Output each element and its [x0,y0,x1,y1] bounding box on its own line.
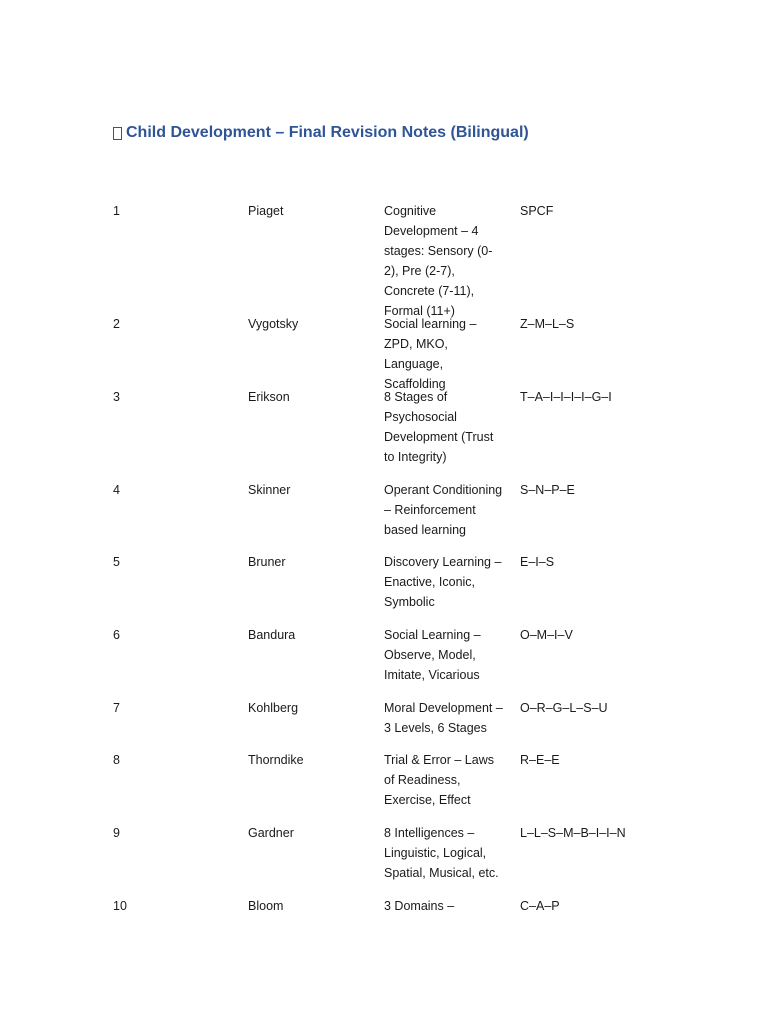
row-number: 5 [113,555,120,569]
mnemonic-code: SPCF [520,204,554,218]
row-number: 1 [113,204,120,218]
theorist-name: Vygotsky [248,317,299,331]
mnemonic-code: Z–M–L–S [520,317,575,331]
row-number: 6 [113,628,120,642]
theory-description: Operant Conditioning – Reinforcement based learning [384,483,503,537]
theory-description: 3 Domains – [384,899,455,913]
row-number: 2 [113,317,120,331]
theorist-name: Bandura [248,628,296,642]
table-row [113,200,640,321]
theory-description: Trial & Error – Laws of Readiness, Exercise, Effect [384,753,494,807]
row-number: 7 [113,701,120,715]
mnemonic-code: S–N–P–E [520,483,575,497]
theory-description: Social learning – ZPD, MKO, Language, Scaffolding [384,317,477,391]
table-row [113,697,640,738]
mnemonic-code: O–M–I–V [520,628,573,642]
document-icon [113,127,122,140]
theory-description: Moral Development – 3 Levels, 6 Stages [384,701,503,735]
theorist-name: Skinner [248,483,291,497]
theorist-name: Bruner [248,555,286,569]
page-title-text: Child Development – Final Revision Notes (Bilingual) [126,124,529,141]
table-row [113,313,640,394]
theory-description: Cognitive Development – 4 stages: Sensory (0-2), Pre (2-7), Concrete (7-11), Formal (11+) [384,204,493,318]
table-row [113,822,640,883]
theorist-name: Erikson [248,390,290,404]
theory-description: 8 Intelligences – Linguistic, Logical, Spatial, Musical, etc. [384,826,499,880]
mnemonic-code: R–E–E [520,753,560,767]
table-row [113,386,640,467]
table-row [113,551,640,612]
theory-description: 8 Stages of Psychosocial Development (Trust to Integrity) [384,390,494,464]
theorist-name: Piaget [248,204,284,218]
table-row [113,624,640,685]
row-number: 3 [113,390,120,404]
page-title [113,124,529,142]
table-row [113,479,640,540]
mnemonic-code: O–R–G–L–S–U [520,701,608,715]
table-row [113,749,640,810]
mnemonic-code: L–L–S–M–B–I–I–N [520,826,626,840]
row-number: 8 [113,753,120,767]
table-row [113,895,640,916]
mnemonic-code: C–A–P [520,899,560,913]
mnemonic-code: E–I–S [520,555,555,569]
row-number: 4 [113,483,120,497]
mnemonic-code: T–A–I–I–I–I–G–I [520,390,612,404]
row-number: 9 [113,826,120,840]
theory-description: Social Learning – Observe, Model, Imitate, Vicarious [384,628,481,682]
theorist-name: Gardner [248,826,294,840]
theorist-name: Kohlberg [248,701,299,715]
theory-description: Discovery Learning – Enactive, Iconic, Symbolic [384,555,502,609]
row-number: 10 [113,899,127,913]
theorist-name: Thorndike [248,753,304,767]
theorist-name: Bloom [248,899,284,913]
